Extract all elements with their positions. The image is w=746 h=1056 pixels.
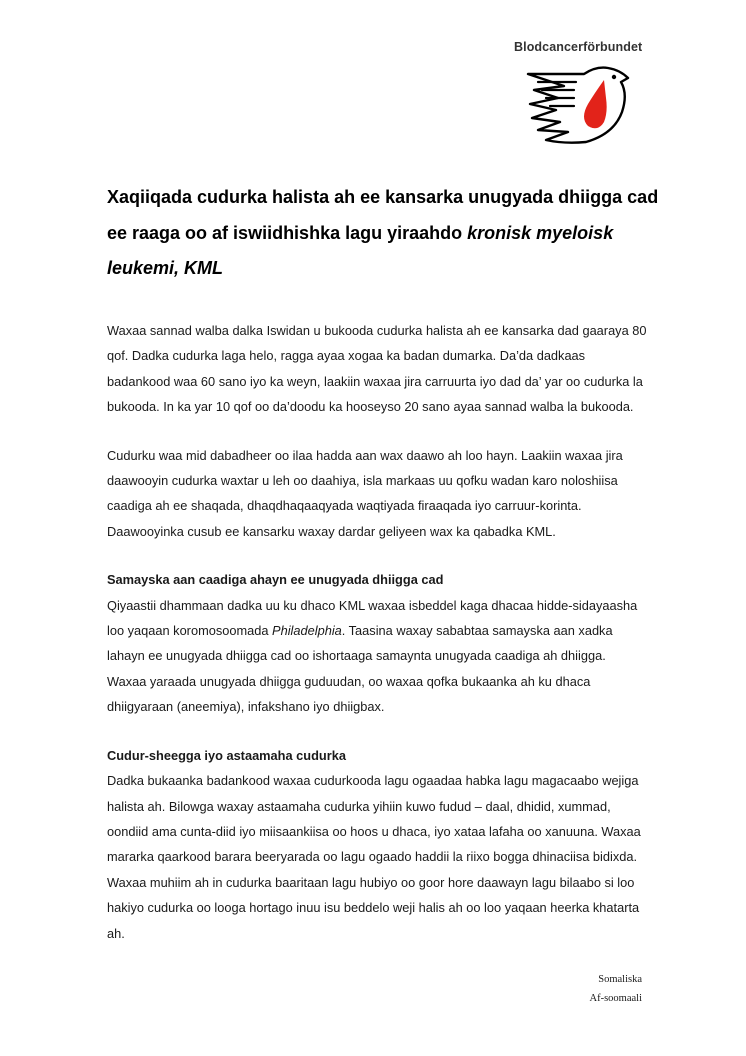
- title-line-3-italic: leukemi, KML: [107, 258, 224, 278]
- title-line-2: [107, 216, 667, 252]
- title-line-3: [107, 251, 667, 287]
- intro-paragraph: Waxaa sannad walba dalka Iswidan u bukooda cudurka halista ah ee kansarka dad gaaraya 80 qof. Dadka cudurka laga helo, ragga ayaa xogaa ka badan dumarka. Da’da dadkaas badankood waa 60 sano iyo ka weyn, laakiin waxaa jira carruurta iyo dad da’ yar oo cudurka la bukooda. In ka yar 10 qof oo da’doodu ka hooseyso 20 sano ayaa sannad walba la bukooda.: [107, 323, 647, 415]
- diagnosis-paragraph: Dadka bukaanka badankood waxaa cudurkooda lagu ogaadaa habka lagu magacaabo wejiga halista ah. Bilowga waxay astaamaha cudurka yihiin kuwo fudud – daal, dhidid, xummad, oondiid ama cunta-diid iyo miisaankiisa oo hoos u dhaca, iyo xataa lafaha oo xanuuna. Waxaa mararka qaarkood barara beeryarada oo lagu ogaado haddii la riixo bogga dhinaciisa bidixda. Waxaa muhiim ah in cudurka baaritaan lagu hubiyo oo goor hore daawayn lagu bilaabo si loo hakiyo cudurka oo looga hortago inuu isu beddelo weji halis ah oo loo yaqaan heerka khatarta ah.: [107, 773, 641, 941]
- philadelphia-term: Philadelphia: [272, 623, 342, 639]
- title-line-2-italic: kronisk myeloisk: [467, 222, 614, 243]
- treatment-paragraph: Cudurku waa mid dabadheer oo ilaa hadda aan wax daawo ah loo hayn. Laakiin waxaa jira daawooyin cudurka waxtar u leh oo daahiya, isla markaas uu qofku wadan karo noloshiisa caadiga ah ee shaqada, dhaqdhaqaaqyada waqtiyada firaaqada iyo carruur-korinta. Daawooyinka cusub ee kansarku waxay dardar geliyeen wax ka qabadka KML.: [107, 447, 623, 539]
- footer-language-swedish: Somaliska: [598, 974, 642, 985]
- section-heading-diagnosis: Cudur-sheegga iyo astaamaha cudurka: [107, 747, 346, 763]
- organization-name: Blodcancerförbundet: [514, 40, 643, 54]
- footer-language-somali: Af-soomaali: [589, 993, 642, 1004]
- abnormal-cells-text-before: Qiyaastii dhammaan dadka uu ku dhaco KML waxaa isbeddel kaga dhacaa hidde-sidayaasha loo yaqaan koromosoomada: [107, 597, 638, 639]
- section-heading-abnormal-cells: Samayska aan caadiga ahayn ee unugyada dhiigga cad: [107, 572, 444, 588]
- title-line-1: Xaqiiqada cudurka halista ah ee kansarka unugyada dhiigga cad: [107, 187, 659, 207]
- language-footer: [590, 970, 643, 1008]
- document-body: [107, 318, 647, 946]
- dove-eye: [612, 75, 616, 79]
- abnormal-cells-text-after: . Taasina waxay sababtaa samayska aan xadka lahayn ee unugyada dhiigga cad oo ishortaaga samaynta unugyada caadiga ah dhiigga. Waxaa yaraada unugyada dhiigga guduudan, oo waxaa qofka bukaanka ah ku dhaca dhiigyaraan (aneemiya), infakshano iyo dhiigbax.: [107, 623, 613, 715]
- dove-with-red-drop-logo: [524, 60, 636, 146]
- abnormal-cells-paragraph: [107, 593, 647, 720]
- title-line-2-text: ee raaga oo af iswiidhishka lagu yiraahdo: [107, 222, 468, 243]
- document-title: [107, 180, 667, 287]
